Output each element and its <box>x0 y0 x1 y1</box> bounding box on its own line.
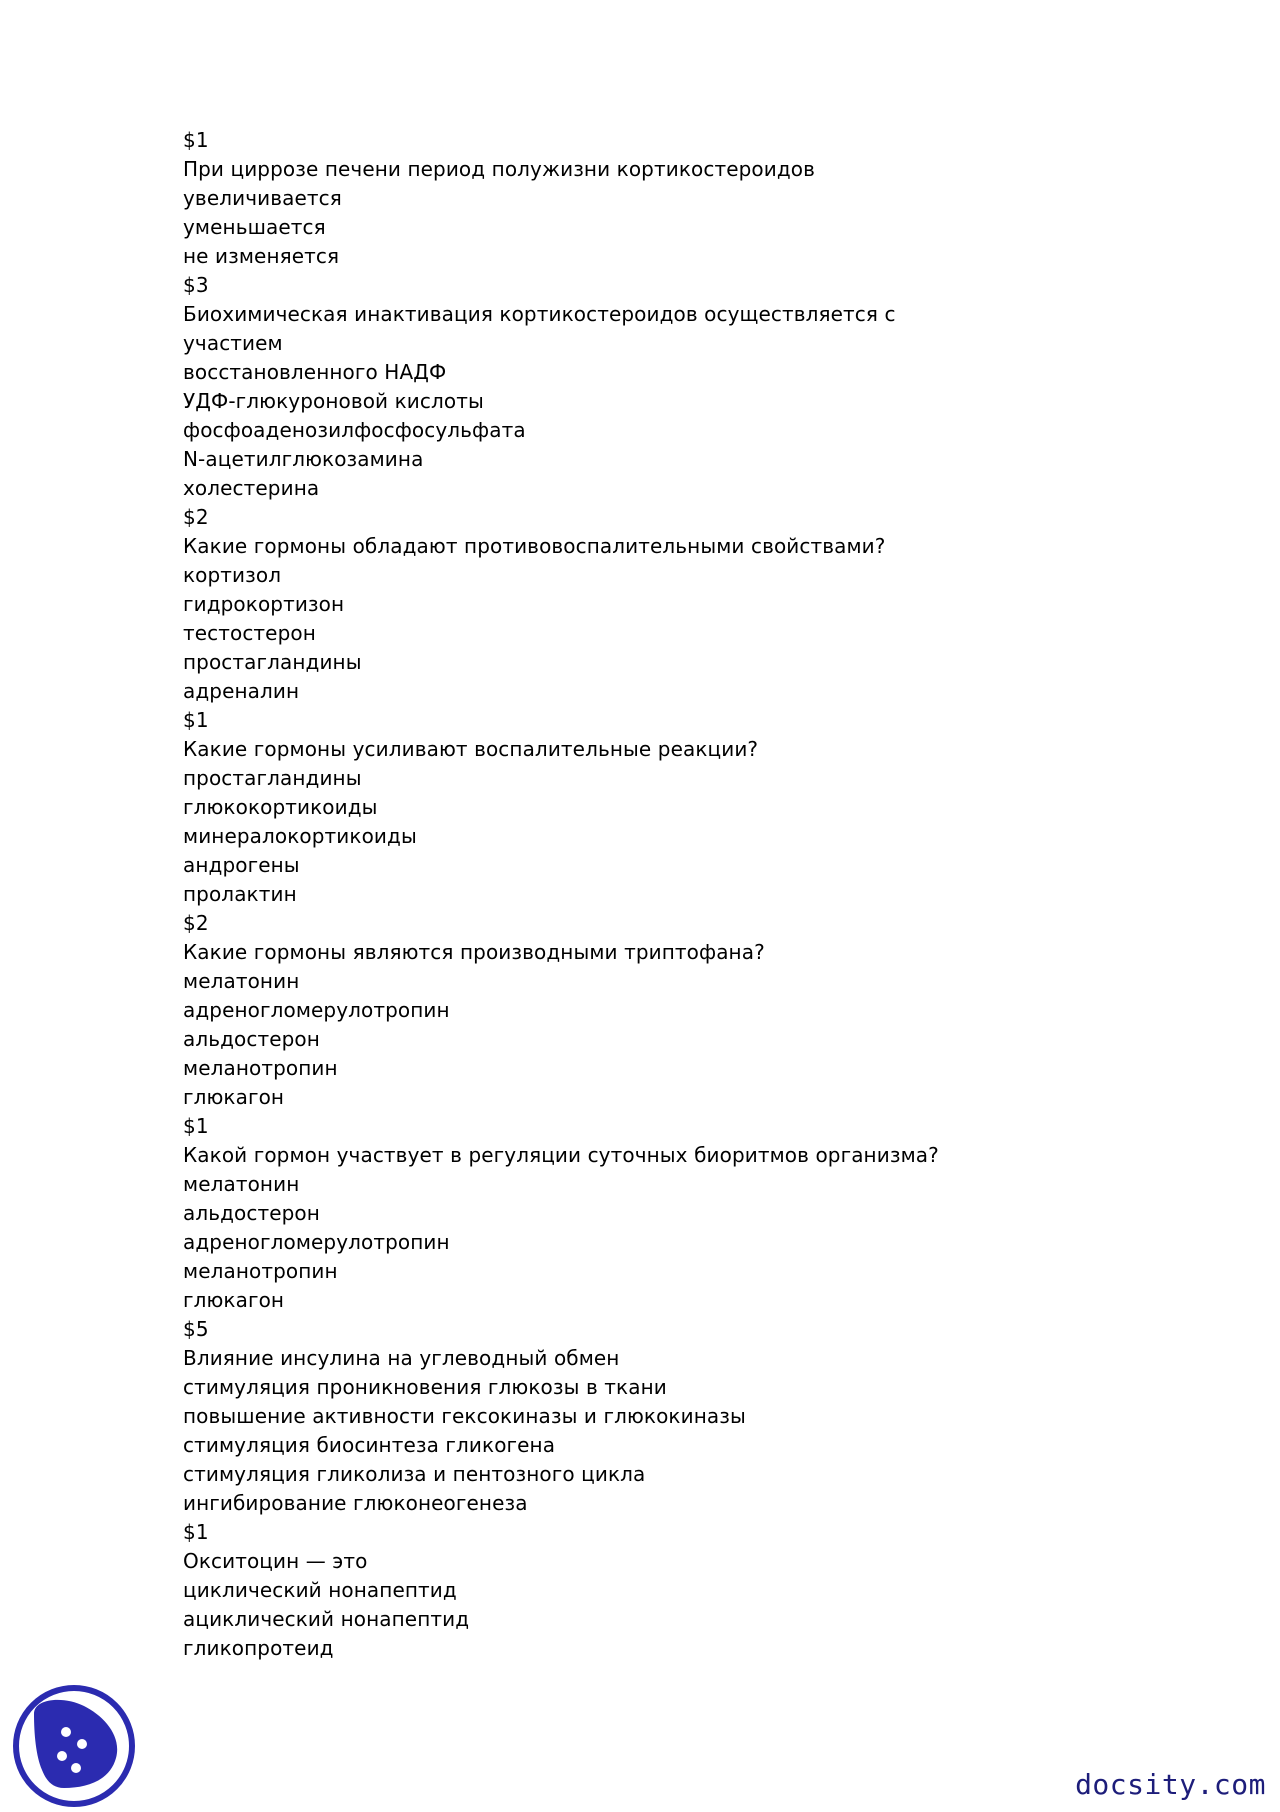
question-text: При циррозе печени период полужизни кортикостероидов <box>183 157 815 181</box>
answer-option: андрогены <box>183 853 300 877</box>
answer-option: альдостерон <box>183 1201 320 1225</box>
answer-option: мелатонин <box>183 969 300 993</box>
answer-option: стимуляция биосинтеза гликогена <box>183 1433 556 1457</box>
answer-option: глюкокортикоиды <box>183 795 378 819</box>
answer-option: повышение активности гексокиназы и глюкокиназы <box>183 1404 746 1428</box>
question-text: Какой гормон участвует в регуляции суточных биоритмов организма? <box>183 1143 939 1167</box>
score-marker: $3 <box>183 273 209 297</box>
answer-option: кортизол <box>183 563 282 587</box>
answer-option: стимуляция гликолиза и пентозного цикла <box>183 1462 646 1486</box>
score-marker: $2 <box>183 505 209 529</box>
answer-option: адреногломерулотропин <box>183 998 450 1022</box>
answer-option: циклический нонапептид <box>183 1578 457 1602</box>
question-text: Какие гормоны усиливают воспалительные реакции? <box>183 737 759 761</box>
answer-option: меланотропин <box>183 1259 338 1283</box>
question-text: Какие гормоны обладают противовоспалительными свойствами? <box>183 534 886 558</box>
docsity-logo-icon[interactable] <box>12 1684 136 1808</box>
answer-option: мелатонин <box>183 1172 300 1196</box>
score-marker: $1 <box>183 1114 209 1138</box>
answer-option: не изменяется <box>183 244 340 268</box>
answer-option: УДФ-глюкуроновой кислоты <box>183 389 484 413</box>
answer-option: восстановленного НАДФ <box>183 360 447 384</box>
question-text: Биохимическая инактивация кортикостероидов осуществляется с <box>183 302 896 326</box>
answer-option: холестерина <box>183 476 320 500</box>
answer-option: альдостерон <box>183 1027 320 1051</box>
score-marker: $1 <box>183 708 209 732</box>
score-marker: $5 <box>183 1317 209 1341</box>
answer-option: простагландины <box>183 766 362 790</box>
answer-option: гликопротеид <box>183 1636 334 1660</box>
answer-option: пролактин <box>183 882 297 906</box>
brand-link[interactable]: docsity.com <box>1075 1768 1266 1801</box>
score-marker: $2 <box>183 911 209 935</box>
question-text: Какие гормоны являются производными триптофана? <box>183 940 765 964</box>
answer-option: ациклический нонапептид <box>183 1607 470 1631</box>
question-text: Окситоцин — это <box>183 1549 368 1573</box>
answer-option: N-ацетилглюкозамина <box>183 447 424 471</box>
answer-option: минералокортикоиды <box>183 824 417 848</box>
answer-option: тестостерон <box>183 621 316 645</box>
answer-option: адреналин <box>183 679 300 703</box>
answer-option: стимуляция проникновения глюкозы в ткани <box>183 1375 667 1399</box>
answer-option: глюкагон <box>183 1085 285 1109</box>
answer-option: фосфоаденозилфосфосульфата <box>183 418 526 442</box>
document-content <box>183 126 1183 1663</box>
answer-option: глюкагон <box>183 1288 285 1312</box>
answer-option: адреногломерулотропин <box>183 1230 450 1254</box>
answer-option: меланотропин <box>183 1056 338 1080</box>
score-marker: $1 <box>183 1520 209 1544</box>
answer-option: уменьшается <box>183 215 326 239</box>
question-text: Влияние инсулина на углеводный обмен <box>183 1346 620 1370</box>
answer-option: ингибирование глюконеогенеза <box>183 1491 528 1515</box>
answer-option: увеличивается <box>183 186 342 210</box>
score-marker: $1 <box>183 128 209 152</box>
question-text: участием <box>183 331 283 355</box>
answer-option: гидрокортизон <box>183 592 345 616</box>
answer-option: простагландины <box>183 650 362 674</box>
